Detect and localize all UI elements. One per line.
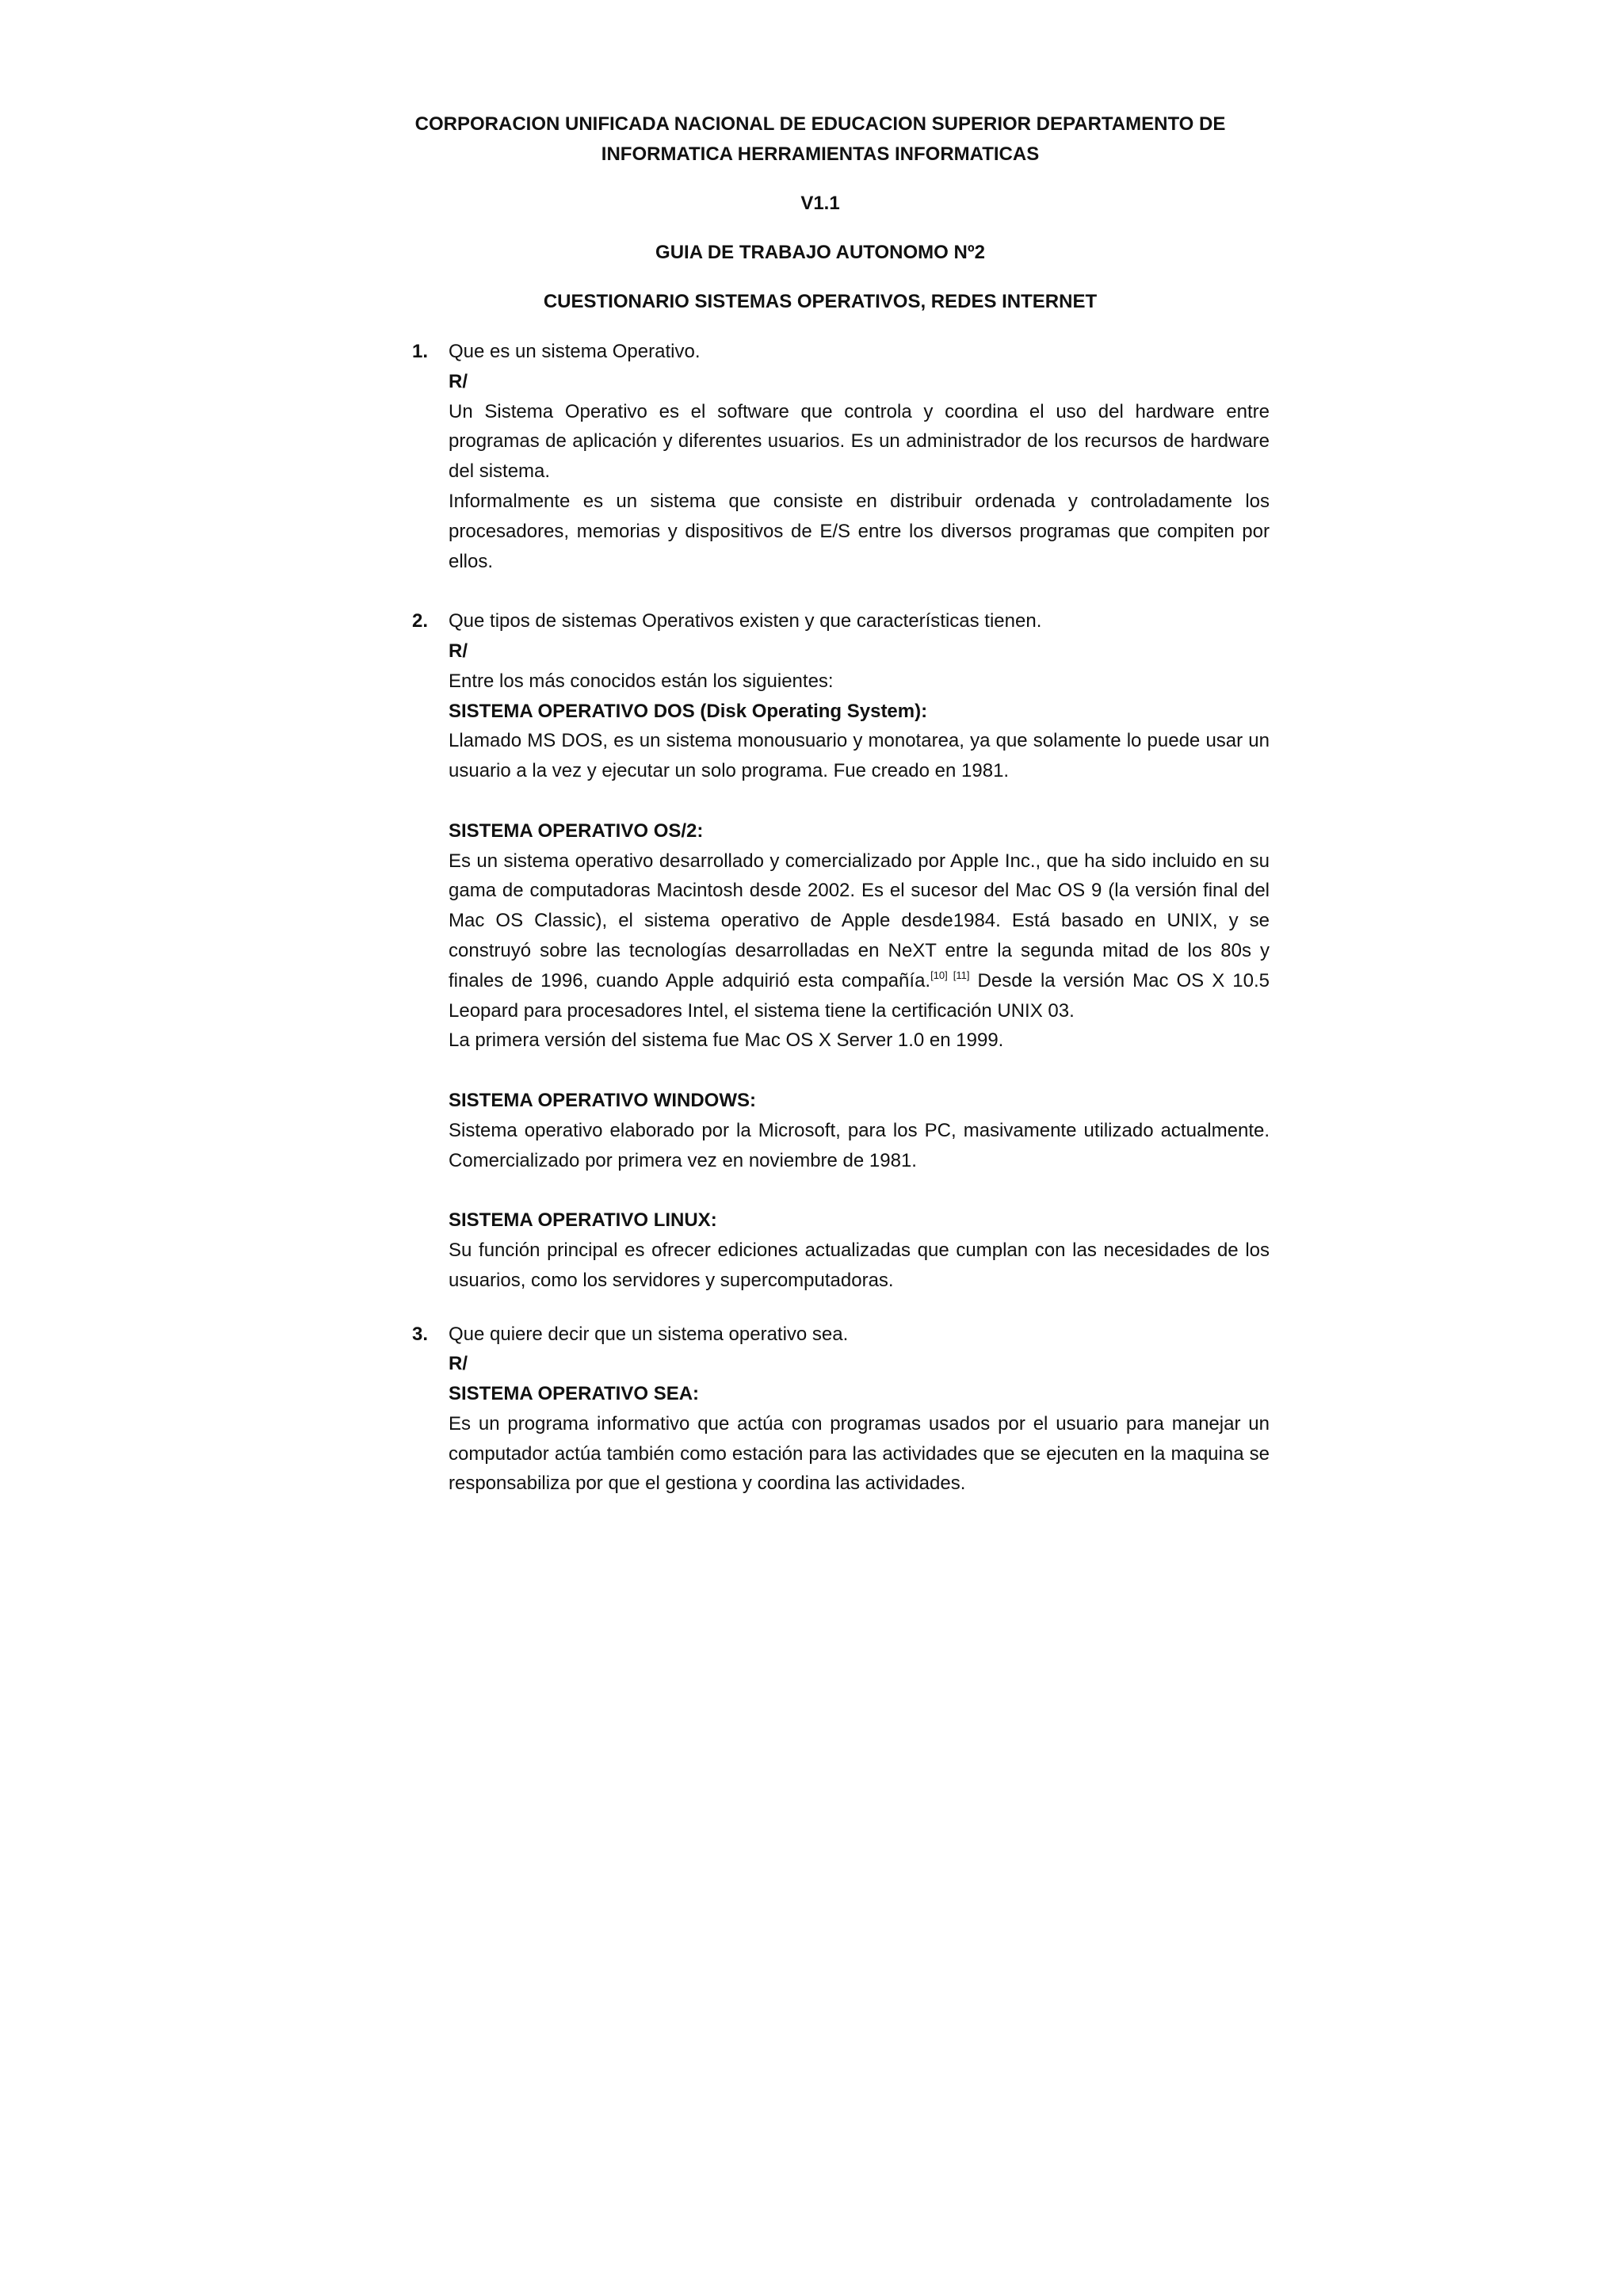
question-text: Que quiere decir que un sistema operativo sea. <box>449 1323 849 1345</box>
document-version: V1.1 <box>800 193 840 214</box>
question-2 <box>412 606 1270 1295</box>
section-title-windows: SISTEMA OPERATIVO WINDOWS: <box>449 1089 756 1111</box>
question-3 <box>412 1320 1270 1499</box>
section-title-linux: SISTEMA OPERATIVO LINUX: <box>449 1209 717 1232</box>
document-header <box>412 109 1228 317</box>
paragraph-text: Es un sistema operativo desarrollado y comercializado por Apple Inc., que ha sido incluido en su gama de computadoras Macintosh desde 2002. Es el sucesor del Mac OS 9 (la versión final del Mac OS Classic), el sistema operativo de Apple desde1984. Está basado en UNIX, y se construyó sobre las tecnologías desarrolladas en NeXT entre la segunda mitad de los 80s y finales de 1996, cuando Apple adquirió esta compañía. <box>449 850 1270 991</box>
question-number: 2. <box>412 610 429 632</box>
section-paragraph: Su función principal es ofrecer ediciones actualizadas que cumplan con las necesidades de los usuarios, como los servidores y supercomputadoras. <box>449 1239 1270 1291</box>
guide-title: GUIA DE TRABAJO AUTONOMO Nº2 <box>655 242 985 263</box>
answer-paragraph: Es un programa informativo que actúa con programas usados por el usuario para manejar un computador actúa también como estación para las actividades que se ejecuten en la maquina se responsabiliza por que el gestiona y coordina las actividades. <box>449 1412 1270 1495</box>
spacer <box>449 1056 1270 1086</box>
answer-paragraph: Un Sistema Operativo es el software que controla y coordina el uso del hardware entre programas de aplicación y diferentes usuarios. Es un administrador de los recursos de hardware del sistema. <box>449 400 1270 483</box>
section-title-sea: SISTEMA OPERATIVO SEA: <box>449 1383 700 1405</box>
answer-paragraph: Informalmente es un sistema que consiste en distribuir ordenada y controladamente los procesadores, memorias y dispositivos de E/S entre los diversos programas que compiten por ellos. <box>449 490 1270 572</box>
spacer <box>449 786 1270 816</box>
questionnaire-body <box>412 337 1270 1499</box>
section-paragraph: La primera versión del sistema fue Mac OS X Server 1.0 en 1999. <box>449 1030 1004 1052</box>
section-paragraph <box>449 846 1270 1026</box>
spacer <box>449 1175 1270 1205</box>
answer-intro: Entre los más conocidos están los siguientes: <box>449 670 834 692</box>
section-paragraph: Sistema operativo elaborado por la Microsoft, para los PC, masivamente utilizado actualmente. Comercializado por primera vez en noviembre de 1981. <box>449 1119 1270 1171</box>
document-title: CORPORACION UNIFICADA NACIONAL DE EDUCACION SUPERIOR DEPARTAMENTO DE INFORMATICA HERRAMIENTAS INFORMATICAS <box>414 113 1226 165</box>
question-number: 3. <box>412 1323 429 1345</box>
paragraph-text: Desde la versión Mac OS X 10.5 Leopard para procesadores Intel, el sistema tiene la certificación UNIX 03. <box>449 969 1270 1022</box>
section-title-os2: SISTEMA OPERATIVO OS/2: <box>449 819 704 842</box>
questionnaire-title: CUESTIONARIO SISTEMAS OPERATIVOS, REDES INTERNET <box>543 291 1098 312</box>
spacer <box>412 1296 1270 1320</box>
reference-markers: [10] [11] <box>930 968 970 981</box>
answer-label: R/ <box>449 640 468 662</box>
question-number: 1. <box>412 341 429 362</box>
question-1 <box>412 337 1270 576</box>
answer-label: R/ <box>449 1353 468 1375</box>
answer-label: R/ <box>449 370 468 392</box>
spacer <box>412 576 1270 606</box>
question-text: Que es un sistema Operativo. <box>449 341 701 362</box>
section-title-dos: SISTEMA OPERATIVO DOS (Disk Operating System): <box>449 700 928 722</box>
section-paragraph: Llamado MS DOS, es un sistema monousuario y monotarea, ya que solamente lo puede usar un usuario a la vez y ejecutar un solo programa. Fue creado en 1981. <box>449 730 1270 782</box>
question-text: Que tipos de sistemas Operativos existen y que características tienen. <box>449 610 1042 632</box>
